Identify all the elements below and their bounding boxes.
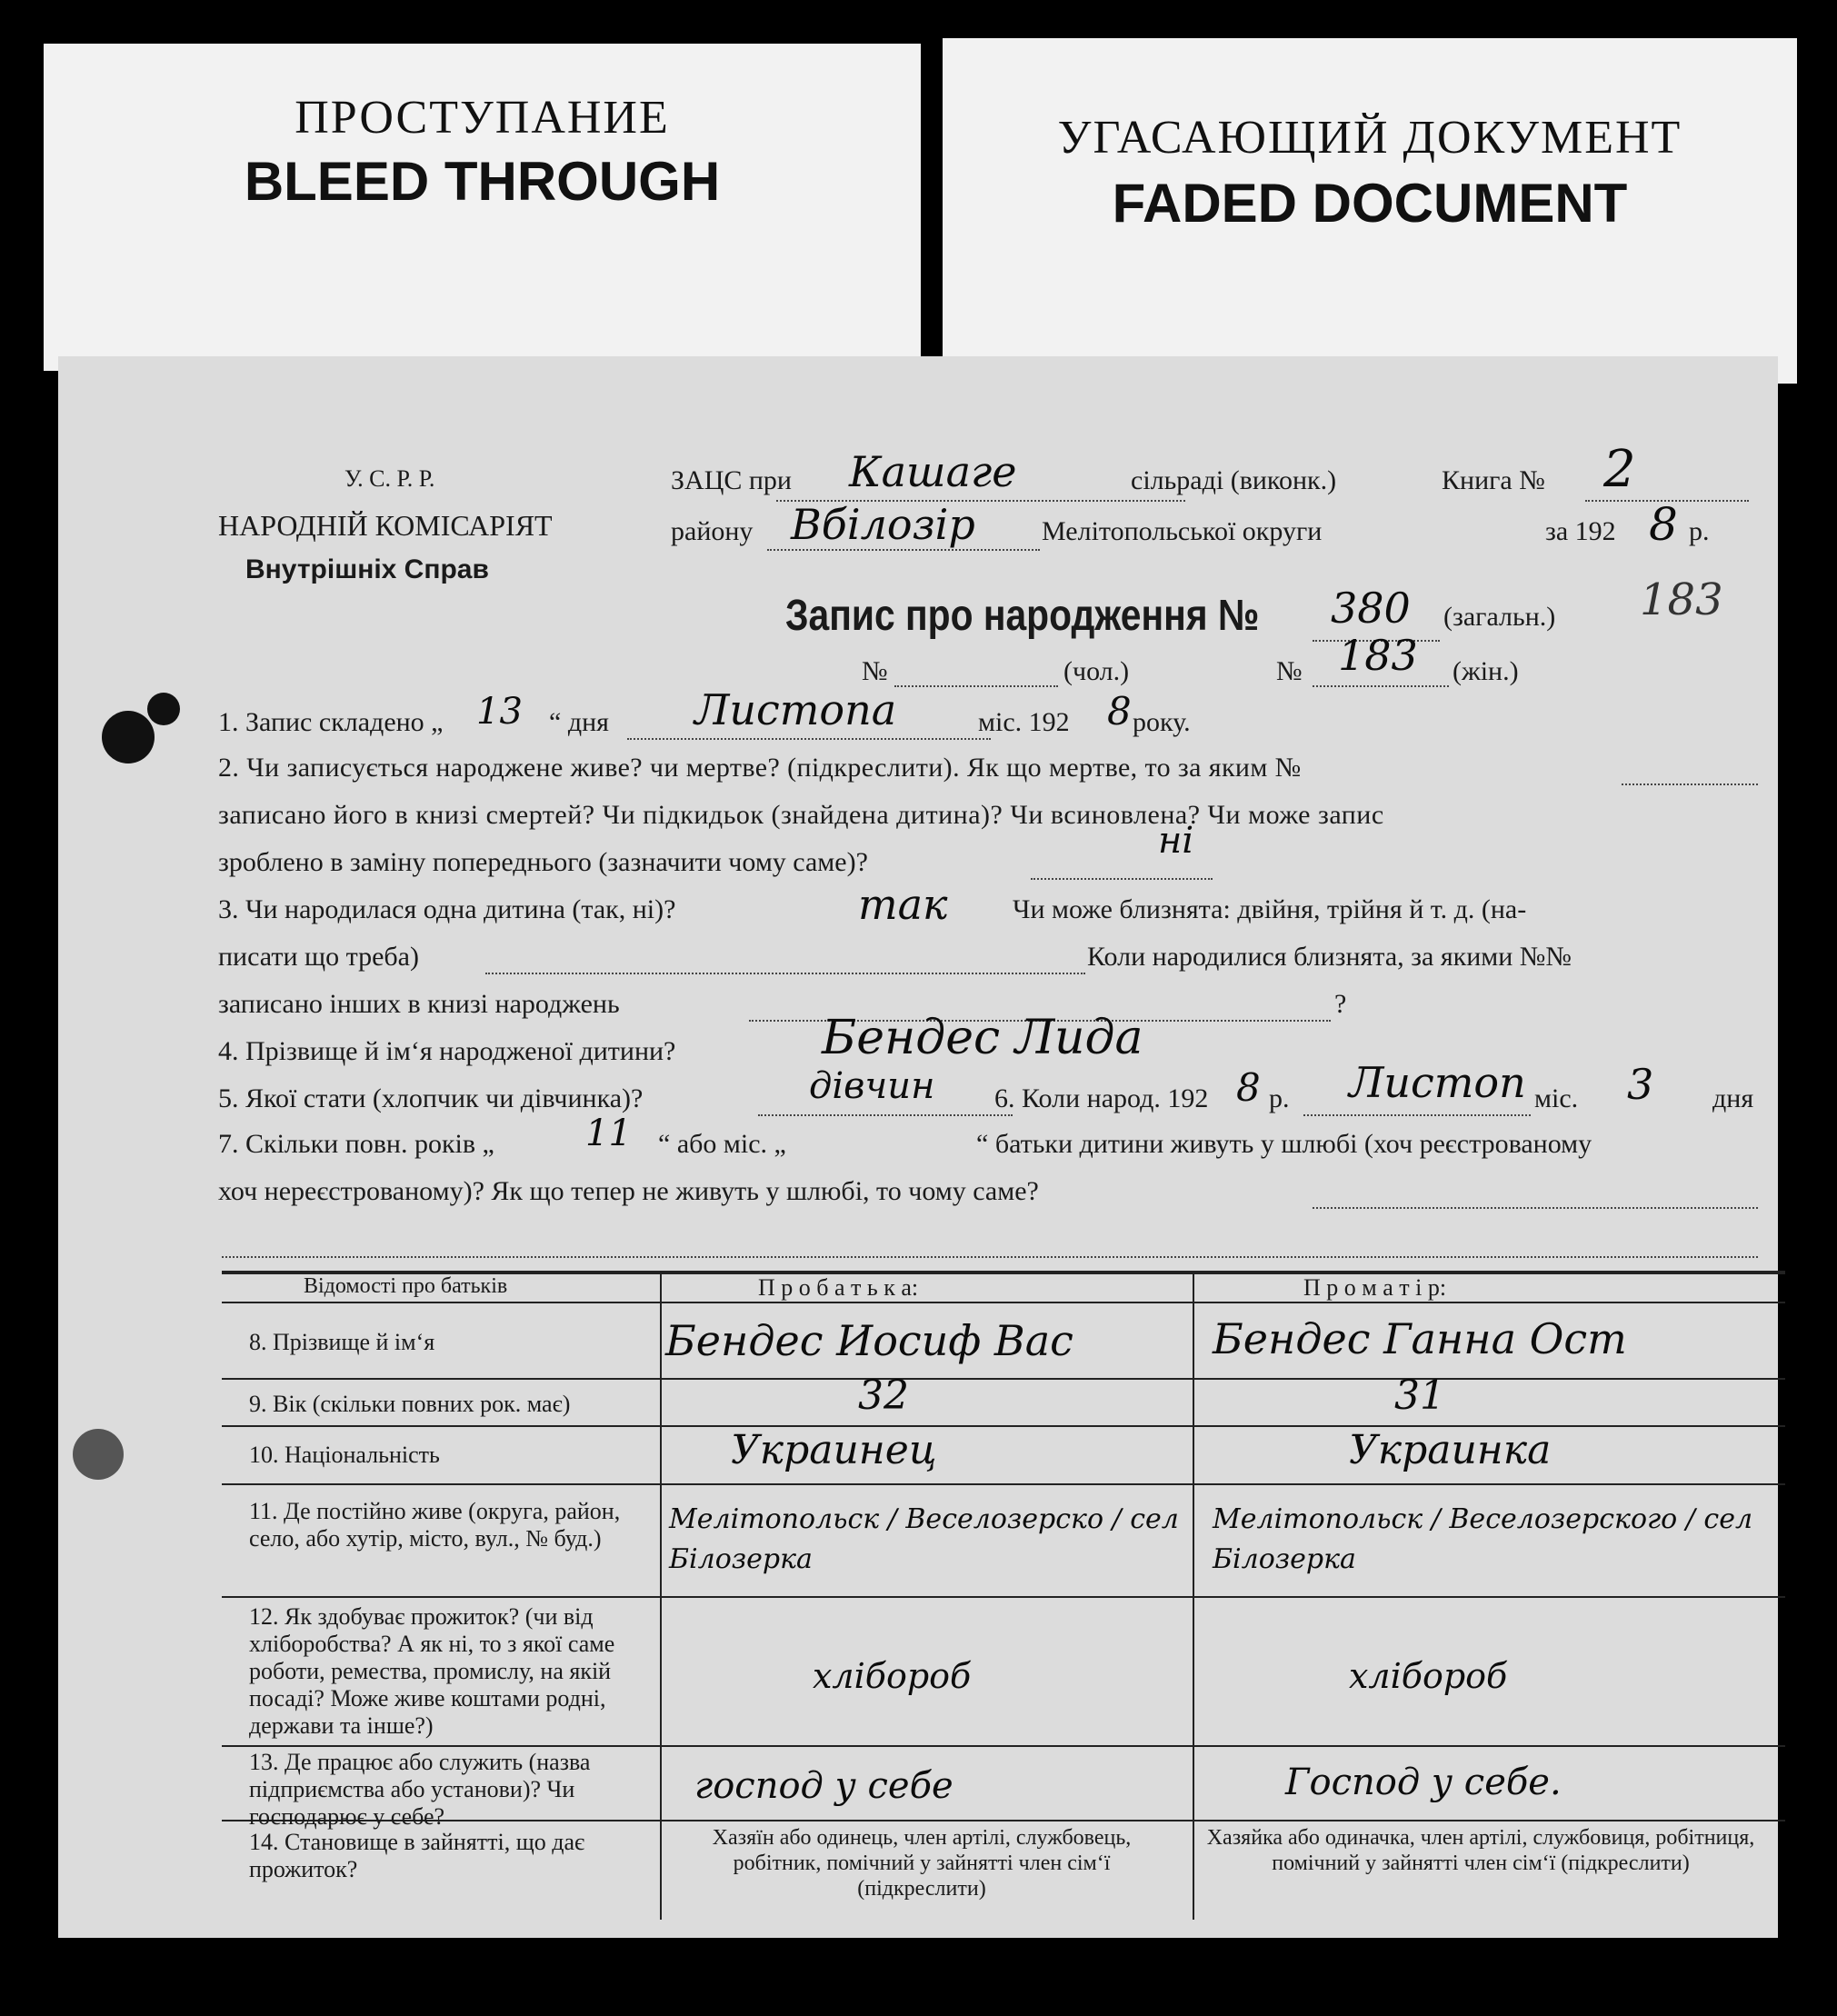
q5-handwritten: дівчин — [809, 1065, 935, 1107]
q6-label: 6. Коли народ. 192 — [994, 1083, 1209, 1113]
district-handwritten: Вбілозір — [791, 500, 975, 549]
table-row-rule — [222, 1745, 1785, 1747]
birth-record-sheet — [58, 356, 1778, 1938]
father-age-handwritten: 32 — [858, 1372, 909, 1419]
q7-extra-line — [222, 1256, 1758, 1258]
q1-a: 1. Запис складено „ — [218, 707, 444, 737]
q4-label: 4. Прізвище й ім‘я народженої дитини? — [218, 1036, 676, 1066]
q1-month-line — [627, 738, 991, 740]
q7-years-handwritten: 11 — [585, 1113, 632, 1154]
mother-name-handwritten: Бендес Ганна Ост — [1213, 1314, 1627, 1363]
q3-line2-dots — [485, 973, 1085, 974]
q3-line2b: Коли народилися близнята, за якими №№ — [1087, 942, 1572, 972]
general-number-handwritten: 380 — [1331, 584, 1411, 633]
male-label: (чол.) — [1063, 656, 1130, 686]
q7-line2: хоч нереєстрованому)? Як що тепер не живуть у шлюбі, то чому саме? — [218, 1176, 1039, 1206]
q6-r: р. — [1269, 1083, 1290, 1113]
row-label-workplace: 13. Де працює або служить (назва підприємства або установи)? Чи господарює у себе? — [249, 1749, 591, 1830]
q7-reason-line — [1313, 1207, 1758, 1209]
row-label-name: 8. Прізвище й ім‘я — [249, 1329, 435, 1355]
commissariat-label: НАРОДНІЙ КОМІСАРІЯТ — [218, 509, 553, 542]
father-workplace-handwritten: господ у себе — [694, 1765, 953, 1807]
q3-a: 3. Чи народилася одна дитина (так, ні)? — [218, 894, 676, 924]
mother-age-handwritten: 31 — [1394, 1372, 1445, 1419]
q2-number-line — [1622, 783, 1758, 785]
q6-year-handwritten: 8 — [1236, 1065, 1261, 1110]
q2-reason-line — [1031, 878, 1213, 880]
mother-livelihood-handwritten: хлібороб — [1349, 1656, 1508, 1696]
bleed-through-en: BLEED THROUGH — [244, 151, 721, 212]
male-no-label: № — [862, 656, 888, 686]
mother-residence-handwritten: Мелітопольск / Веселозерского / сел Білозерка — [1213, 1503, 1753, 1575]
faded-document-en: FADED DOCUMENT — [1112, 173, 1628, 234]
table-row-rule — [222, 1596, 1785, 1598]
q1-d: року. — [1133, 707, 1191, 737]
row-label-age: 9. Вік (скільки повних рок. має) — [249, 1391, 571, 1417]
row-label-nationality: 10. Національність — [249, 1442, 440, 1468]
q1-day-handwritten: 13 — [476, 691, 523, 733]
col-header-parents: Відомості про батьків — [304, 1274, 508, 1298]
q6-month-handwritten: Листоп — [1349, 1058, 1526, 1107]
row-label-residence: 11. Де постійно живе (округа, район, село, або хутір, місто, вул., № буд.) — [249, 1498, 621, 1552]
father-status-options: Хазяїн або одинець, член артілі, службовець, робітник, помічний у зайнятті член сім‘ї (підкреслити) — [712, 1826, 1132, 1901]
mother-workplace-handwritten: Господ у себе. — [1285, 1762, 1562, 1803]
female-no-label: № — [1276, 656, 1303, 686]
faded-document-label-card — [943, 38, 1797, 384]
table-col-rule — [660, 1274, 662, 1920]
q5-label: 5. Якої стати (хлопчик чи дівчинка)? — [218, 1083, 644, 1113]
q3-question-mark: ? — [1334, 989, 1347, 1019]
q2-line2: записано його в книзі смертей? Чи підкидьок (знайдена дитина)? Чи всиновлена? Чи може запис — [218, 800, 1384, 830]
zags-prefix: ЗАЦС при — [671, 465, 792, 495]
q1-c: міс. 192 — [978, 707, 1070, 737]
q1-month-handwritten: Листопа — [694, 685, 897, 734]
faded-document-ru: УГАСАЮЩИЙ ДОКУМЕНТ — [1057, 112, 1682, 164]
bleed-through-ru: ПРОСТУПАНИЕ — [295, 92, 670, 144]
binder-hole — [102, 711, 155, 763]
q6-mis: міс. — [1534, 1083, 1579, 1113]
male-number-line — [894, 685, 1058, 687]
q6-day-handwritten: 3 — [1627, 1060, 1654, 1109]
margin-number-handwritten: 183 — [1640, 574, 1723, 625]
father-nationality-handwritten: Украинец — [731, 1427, 937, 1473]
col-header-mother: П р о м а т і р: — [1303, 1274, 1447, 1301]
q6-month-line — [1303, 1114, 1531, 1116]
ussr-label: У. С. Р. Р. — [344, 465, 435, 492]
female-number-line — [1313, 685, 1449, 687]
female-label: (жін.) — [1453, 656, 1519, 686]
district-line — [767, 549, 1040, 551]
q2-line1: 2. Чи записується народжене живе? чи мертве? (підкреслити). Як що мертве, то за яким № — [218, 753, 1302, 783]
table-col-rule — [1193, 1274, 1194, 1920]
table-row-rule — [222, 1483, 1785, 1485]
col-header-father: П р о б а т ь к а: — [758, 1274, 919, 1301]
q6-dnya: дня — [1712, 1083, 1754, 1113]
internal-affairs-label: Внутрішніх Справ — [245, 554, 489, 584]
district-label: району — [671, 516, 754, 546]
village-handwritten: Кашаге — [849, 447, 1017, 496]
father-residence-handwritten: Мелітопольск / Веселозерско / сел Білозерка — [669, 1503, 1179, 1575]
q3-handwritten: так — [858, 880, 948, 929]
mother-status-options: Хазяйка або одиначка, член артілі, службовиця, робітниця, помічний у зайнятті член сім‘ї (підкреслити) — [1206, 1826, 1755, 1875]
row-label-employment-status: 14. Становище в зайнятті, що дає прожиток? — [249, 1829, 585, 1882]
year-suffix: р. — [1689, 516, 1710, 546]
q3-line2a: писати що треба) — [218, 942, 419, 972]
q1-b: “ дня — [549, 707, 609, 737]
father-livelihood-handwritten: хлібороб — [813, 1656, 972, 1696]
q7-b: “ або міс. „ — [658, 1129, 786, 1159]
binder-hole — [147, 693, 180, 725]
father-name-handwritten: Бендес Иосиф Вас — [665, 1316, 1073, 1365]
q7-a: 7. Скільки повн. років „ — [218, 1129, 494, 1159]
year-label: за 192 — [1545, 516, 1616, 546]
q2-line3: зроблено в заміну попереднього (зазначити чому саме)? — [218, 847, 868, 877]
row-label-livelihood: 12. Як здобуває прожиток? (чи від хліборобства? А як ні, то з якої саме роботи, ремества, промислу, на якій посаді? Може живе коштами родні, держави та інше?) — [249, 1603, 615, 1739]
q7-c: “ батьки дитини живуть у шлюбі (хоч реєстрованому — [976, 1129, 1592, 1159]
q3-b: Чи може близнята: двійня, трійня й т. д. (на- — [1013, 894, 1527, 924]
table-row-rule — [222, 1378, 1785, 1380]
book-number-handwritten: 2 — [1603, 440, 1636, 499]
q2-handwritten: ні — [1158, 820, 1194, 862]
female-number-handwritten: 183 — [1338, 631, 1418, 680]
q5-line — [758, 1114, 1013, 1116]
zags-suffix: сільраді (виконк.) — [1131, 465, 1337, 495]
bleed-through-label-card — [44, 44, 921, 371]
q4-handwritten: Бендес Лида — [822, 1011, 1143, 1065]
table-header-rule — [222, 1302, 1785, 1303]
okrug-label: Мелітопольської округи — [1042, 516, 1323, 546]
q3-line3: записано інших в книзі народжень — [218, 989, 620, 1019]
general-label: (загальн.) — [1443, 602, 1556, 632]
book-label: Книга № — [1442, 465, 1545, 495]
q1-year-handwritten: 8 — [1107, 689, 1132, 734]
record-title: Запис про народження № — [785, 592, 1260, 640]
mother-nationality-handwritten: Украинка — [1349, 1427, 1552, 1473]
binder-hole — [73, 1429, 124, 1480]
year-handwritten: 8 — [1649, 498, 1678, 551]
